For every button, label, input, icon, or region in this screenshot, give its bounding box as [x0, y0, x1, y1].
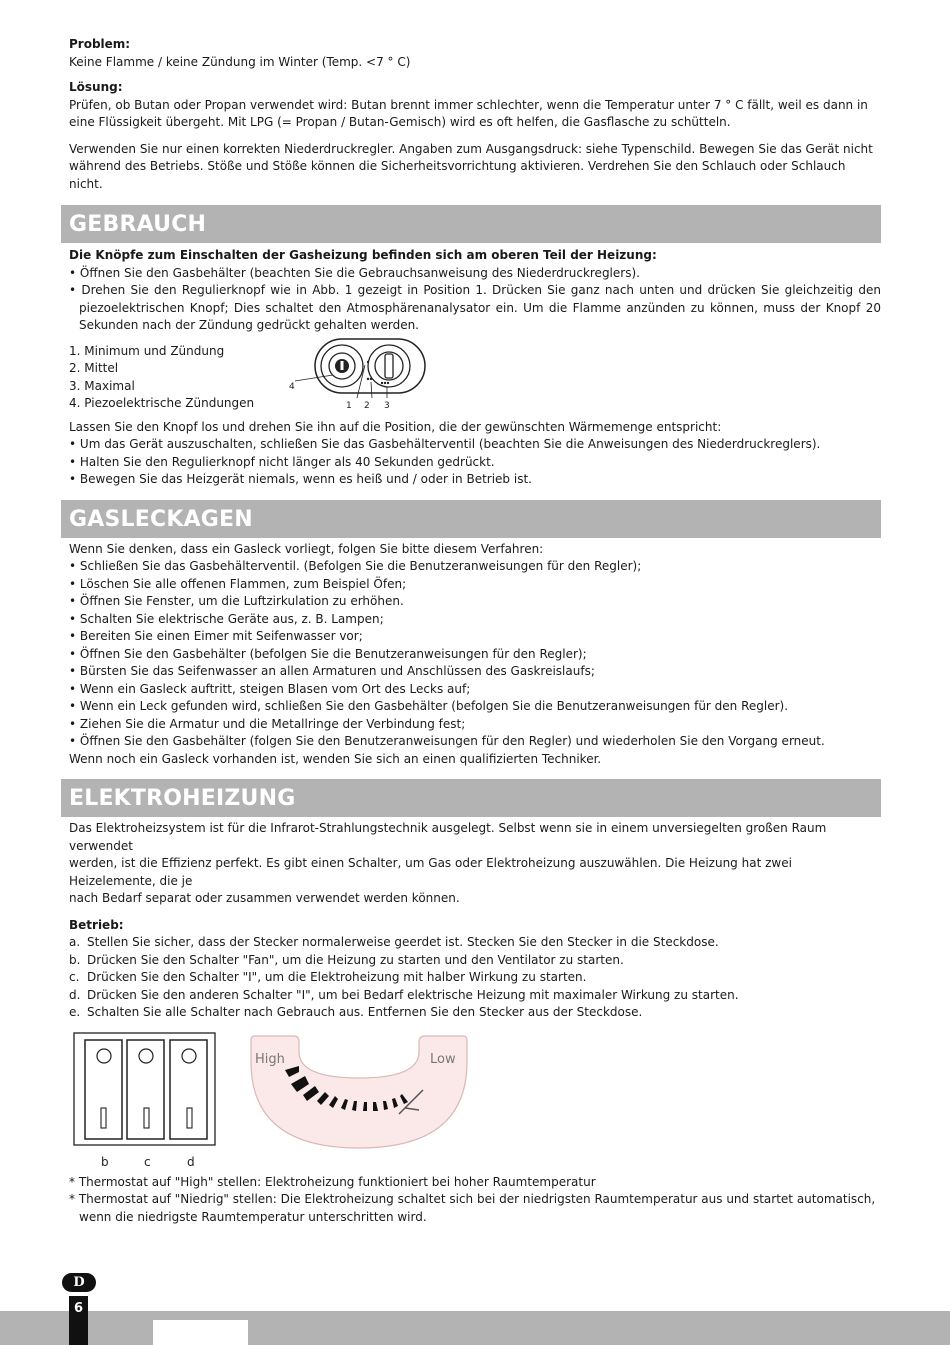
step-item [69, 969, 881, 987]
figure-label: 2 [364, 400, 370, 411]
step-text: Stellen Sie sicher, dass der Stecker normalerweise geerdet ist. Stecken Sie den Stecker in die Steckdose. [87, 935, 719, 949]
list-item: • Öffnen Sie den Gasbehälter (folgen Sie den Benutzeranweisungen für den Regler) und wiederholen Sie den Vorgang erneut. [69, 733, 881, 751]
list-item: • Wenn ein Gasleck auftritt, steigen Blasen vom Ort des Lecks auf; [69, 681, 881, 699]
list-item: • Öffnen Sie Fenster, um die Luftzirkulation zu erhöhen. [69, 593, 881, 611]
regulator-line: Verwenden Sie nur einen korrekten Niederdruckregler. Angaben zum Ausgangsdruck: siehe Typenschild. Bewegen Sie das Gerät nicht [69, 141, 873, 156]
list-item: • Öffnen Sie den Gasbehälter (beachten Sie die Gebrauchsanweisung des Niederdruckreglers). [69, 265, 881, 283]
footer-block [153, 1320, 248, 1345]
step-key: c. [69, 970, 80, 984]
electric-figures [69, 1032, 881, 1172]
knob-section [69, 343, 881, 417]
step-key: d. [69, 987, 81, 1002]
list-item: • Ziehen Sie die Armatur und die Metallringe der Verbindung fest; [69, 716, 881, 734]
list-item: • Löschen Sie alle offenen Flammen, zum Beispiel Öfen; [69, 576, 881, 594]
step-item [69, 987, 881, 1005]
document-page [69, 36, 881, 1226]
list-item: • Halten Sie den Regulierknopf nicht länger als 40 Sekunden gedrückt. [69, 454, 881, 472]
gebrauch-intro: Die Knöpfe zum Einschalten der Gasheizung befinden sich am oberen Teil der Heizung: [69, 248, 657, 262]
elektro-intro-line: nach Bedarf separat oder zusammen verwendet werden können. [69, 891, 460, 905]
gasleckagen-outro: Wenn noch ein Gasleck vorhanden ist, wenden Sie sich an einen qualifizierten Techniker. [69, 751, 602, 766]
switch-label: b [101, 1154, 109, 1169]
elektro-intro-line: Das Elektroheizsystem ist für die Infrarot-Strahlungstechnik ausgelegt. Selbst wenn sie in einem unversiegelten großen Raum verwendet [69, 821, 827, 853]
switch-panel-diagram [73, 1032, 223, 1172]
list-item: • Bereiten Sie einen Eimer mit Seifenwasser vor; [69, 628, 881, 646]
step-text: Drücken Sie den anderen Schalter "I", um bei Bedarf elektrische Heizung mit maximaler Wirkung zu starten. [87, 987, 739, 1002]
gebrauch-after-intro: Lassen Sie den Knopf los und drehen Sie ihn auf die Position, die der gewünschten Wärmemenge entspricht: [69, 419, 722, 434]
figure-label: 3 [384, 400, 390, 411]
page-number: 6 [69, 1296, 88, 1345]
step-key: e. [69, 1005, 81, 1019]
list-item: • Bürsten Sie das Seifenwasser an allen Armaturen und Anschlüssen des Gaskreislaufs; [69, 663, 881, 681]
step-item [69, 934, 881, 952]
elektro-intro-line: werden, ist die Effizienz perfekt. Es gibt einen Schalter, um Gas oder Elektroheizung auszuwählen. Die Heizung hat zwei Heizelemente, die je [69, 856, 792, 888]
position-item: 1. Minimum und Zündung [69, 343, 225, 358]
step-item [69, 1004, 881, 1022]
thermostat-dial-diagram [247, 1032, 477, 1152]
problem-label: Problem: [69, 37, 131, 51]
footer-bar [0, 1311, 950, 1345]
section-title-gasleckagen: GASLECKAGEN [61, 500, 881, 538]
list-item: • Schließen Sie das Gasbehälterventil. (Befolgen Sie die Benutzeranweisungen für den Regler); [69, 558, 881, 576]
position-item: 2. Mittel [69, 361, 119, 375]
list-item: • Öffnen Sie den Gasbehälter (befolgen Sie die Benutzeranweisungen für den Regler); [69, 646, 881, 664]
solution-line: Prüfen, ob Butan oder Propan verwendet wird: Butan brennt immer schlechter, wenn die Temperatur unter 7 ° C fällt, weil es dann in [69, 97, 868, 112]
list-item: • Bewegen Sie das Heizgerät niemals, wenn es heiß und / oder in Betrieb ist. [69, 471, 881, 489]
solution-line: eine Flüssigkeit übergeht. Mit LPG (= Propan / Butan-Gemisch) wird es oft helfen, die Gasflasche zu schütteln. [69, 115, 731, 129]
thermostat-note: * Thermostat auf "High" stellen: Elektroheizung funktioniert bei hoher Raumtemperatur [69, 1174, 596, 1189]
list-item: • Schalten Sie elektrische Geräte aus, z. B. Lampen; [69, 611, 881, 629]
figure-label: 1 [346, 400, 352, 411]
list-item: • Wenn ein Leck gefunden wird, schließen Sie den Gasbehälter (befolgen Sie die Benutzeranweisungen für den Regler). [69, 698, 881, 716]
step-text: Schalten Sie alle Schalter nach Gebrauch aus. Entfernen Sie den Stecker aus der Steckdose. [87, 1005, 643, 1019]
step-text: Drücken Sie den Schalter "Fan", um die Heizung zu starten und den Ventilator zu starten. [87, 952, 624, 967]
regulator-line: während des Betriebs. Stöße und Stöße können die Sicherheitsvorrichtung aktivieren. Verdrehen Sie den Schlauch oder Schlauch nicht. [69, 159, 846, 191]
figure-label: 4 [289, 381, 295, 392]
solution-label: Lösung: [69, 80, 123, 94]
thermostat-note: * Thermostat auf "Niedrig" stellen: Die Elektroheizung schaltet sich bei der niedrigsten Raumtemperatur aus und startet automatisch, wenn die niedrigste Raumtemperatur unterschritten wird. [69, 1192, 876, 1224]
knob-diagram [289, 337, 439, 417]
list-item: • Um das Gerät auszuschalten, schließen Sie das Gasbehälterventil (beachten Sie die Anweisungen des Niederdruckreglers). [69, 436, 881, 454]
dial-low-label: Low [430, 1051, 456, 1067]
step-key: a. [69, 935, 81, 949]
section-title-gebrauch: GEBRAUCH [61, 205, 881, 243]
list-item: • Drehen Sie den Regulierknopf wie in Abb. 1 gezeigt in Position 1. Drücken Sie ganz nach unten und drücken Sie gleichzeitig den piezoelektrischen Knopf; Dies schaltet den Atmosphärenanalysator ein. Um die Flamme anzünden zu können, muss der Knopf 20 Sekunden nach der Zündung gedrückt gehalten werden. [69, 282, 881, 335]
betrieb-label: Betrieb: [69, 917, 124, 932]
step-text: Drücken Sie den Schalter "I", um die Elektroheizung mit halber Wirkung zu starten. [87, 970, 587, 984]
section-title-elektroheizung: ELEKTROHEIZUNG [61, 779, 881, 817]
gasleckagen-intro: Wenn Sie denken, dass ein Gasleck vorliegt, folgen Sie bitte diesem Verfahren: [69, 541, 544, 556]
step-item [69, 952, 881, 970]
position-item: 3. Maximal [69, 378, 135, 393]
dial-high-label: High [255, 1051, 285, 1067]
switch-label: d [187, 1154, 195, 1169]
switch-label: c [144, 1154, 151, 1169]
step-key: b. [69, 952, 81, 967]
problem-text: Keine Flamme / keine Zündung im Winter (Temp. <7 ° C) [69, 54, 411, 69]
position-item: 4. Piezoelektrische Zündungen [69, 396, 255, 410]
language-badge: D [62, 1273, 96, 1292]
